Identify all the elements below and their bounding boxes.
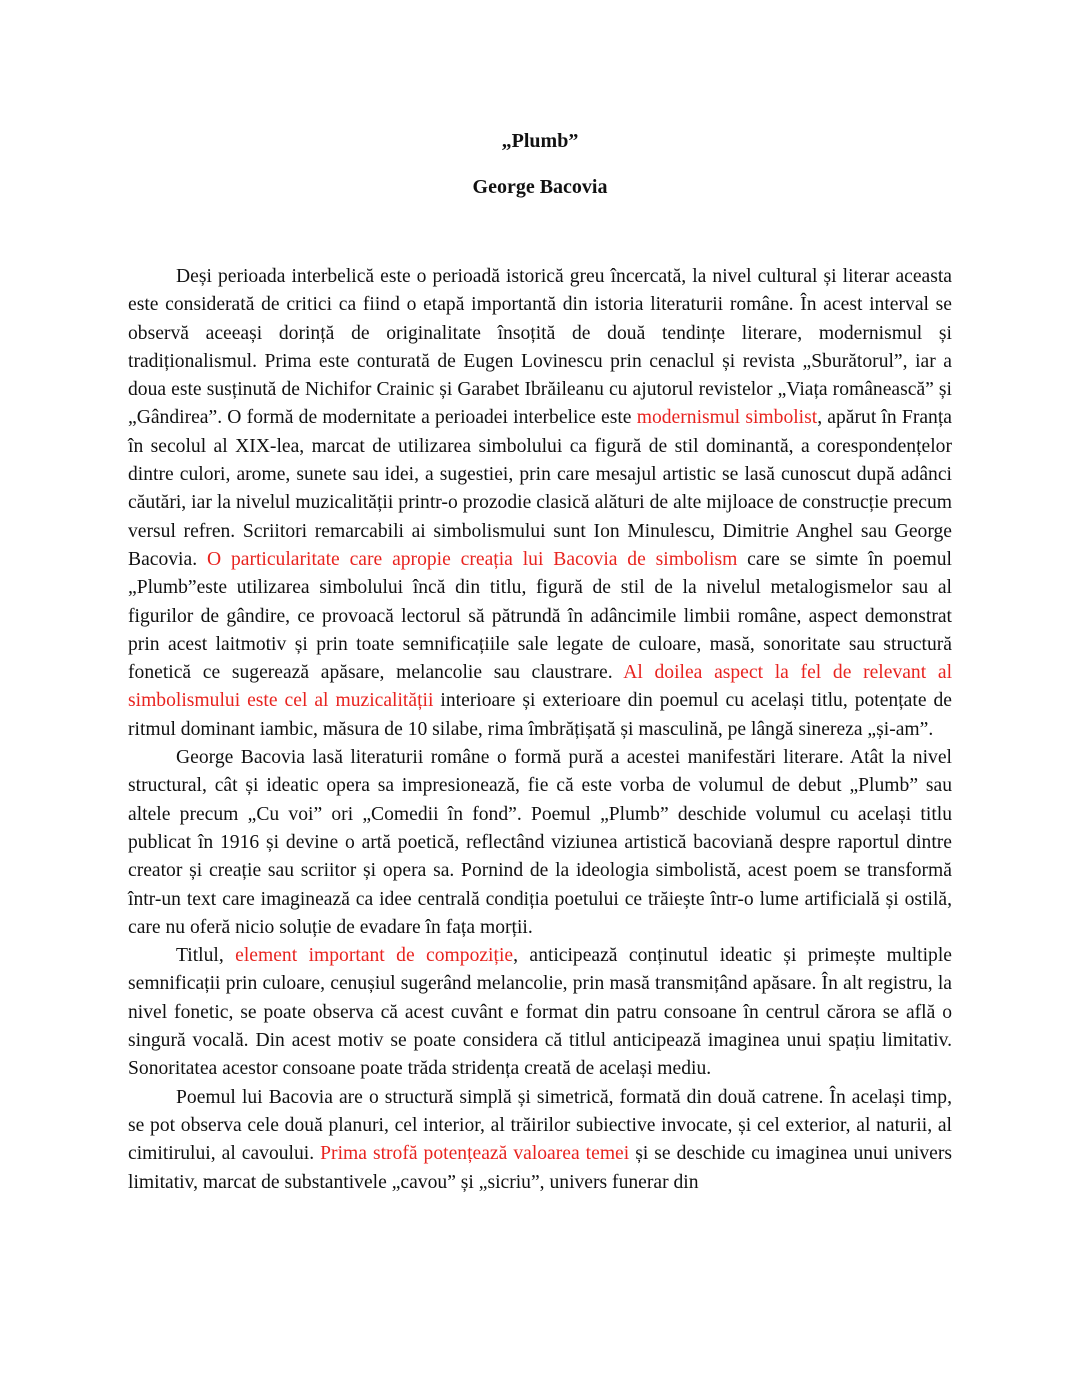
highlighted-phrase: O particularitate care apropie creația lui Bacovia de simbolism <box>206 548 738 570</box>
paragraph-title-analysis <box>128 942 952 1083</box>
text-run: Titlul, <box>176 945 236 967</box>
paragraph-volume <box>128 744 952 942</box>
text-run: Poemul lui Bacovia are o structură simplă și simetrică, formată din două catrene. În același timp, se pot observa cele două planuri, cel interior, al trăirilor subiective invocate, și cel exterior, al naturii, al cimitirului, al cavoului. <box>128 1086 952 1165</box>
text-run: , anticipează conținutul ideatic și primește multiple semnificații prin culoare, cenușiul sugerând melancolie, prin masă transmițând apăsare. În alt registru, la nivel fonetic, se poate observa că acest cuvânt e format din patru consoane în centrul cărora se află o singură vocală. Din acest motiv se poate considera că titlul anticipează imaginea unui spațiu limitativ. Sonoritatea acestor consoane poate trăda stridența creată de același mediu. <box>128 945 952 1080</box>
poem-author: George Bacovia <box>472 176 608 198</box>
highlighted-phrase: Al doilea aspect la fel de relevant al simbolismului este cel al muzicalității <box>128 662 953 712</box>
essay-body <box>128 263 952 1197</box>
poem-title: „Plumb” <box>501 130 579 152</box>
text-run: , apărut în Franța în secolul al XIX-lea, marcat de utilizarea simbolului ca figură de stil dominantă, a corespondențelor dintre culori, arome, sunete sau idei, a sugestiei, prin care mesajul artistic se lasă cunoscut după adânci căutări, iar la nivelul muzicalității printr-o prozodie clasică alături de alte mijloace de construcție precum versul refren. Scriitori remarcabili ai simbolismului sunt Ion Minulescu, Dimitrie Anghel sau George Bacovia. <box>128 407 952 570</box>
highlighted-phrase: Prima strofă potențează valoarea temei <box>320 1143 630 1165</box>
paragraph-structure <box>128 1084 952 1197</box>
text-run: George Bacovia lasă literaturii române o formă pură a acestei manifestări literare. Atât la nivel structural, cât și ideatic opera sa impresionează, fie că este vorba de volumul de debut „Plumb” sau altele precum „Cu voi” ori „Comedii în fond”. Poemul „Plumb” deschide volumul cu același titlu publicat în 1916 și devine o artă poetică, reflectând viziunea artistică bacoviană despre raportul dintre creator și creație sau scriitor și opera sa. Pornind de la ideologia simbolistă, acest poem se transformă într-un text care imaginează ca idee centrală condiția poetului ce trăiește într-o lume artificială și ostilă, care nu oferă nicio soluție de evadare în fața morții. <box>128 747 952 938</box>
text-run: și se deschide cu imaginea unui univers limitativ, marcat de substantivele „cavou” și „sicriu”, univers funerar din <box>128 1143 952 1193</box>
highlighted-phrase: element important de compoziție <box>235 945 514 967</box>
text-run: care se simte în poemul „Plumb”este utilizarea simbolului încă din titlu, figură de stil de la nivelul metalogismelor sau al figurilor de gândire, ce provoacă lectorul să pătrundă în adâncimile limbii române, aspect demonstrat prin acest laitmotiv și prin toate semnificațiile sale legate de culoare, masă, sonoritate sau structură fonetică ce sugerează apăsare, melancolie sau claustrare. <box>128 548 952 684</box>
highlighted-phrase: modernismul simbolist <box>636 407 818 429</box>
text-run: Deși perioada interbelică este o perioadă istorică greu încercată, la nivel cultural și literar aceasta este considerată de critici ca fiind o etapă importantă din istoria literaturii române. În acest interval se observă aceeași dorință de originalitate însoțită de două tendințe literare, modernismul și tradiționalismul. Prima este conturată de Eugen Lovinescu prin cenaclul și revista „Sburătorul”, iar a doua este susținută de Nichifor Crainic și Garabet Ibrăileanu cu ajutorul revistelor „Viața românească” și „Gândirea”. O formă de modernitate a perioadei interbelice este <box>128 266 952 429</box>
text-run: interioare și exterioare din poemul cu același titlu, potențate de ritmul dominant iambic, măsura de 10 silabe, rima îmbrățișată și masculină, pe lângă sinereza „și-am”. <box>128 690 952 740</box>
paragraph-intro <box>128 263 952 744</box>
